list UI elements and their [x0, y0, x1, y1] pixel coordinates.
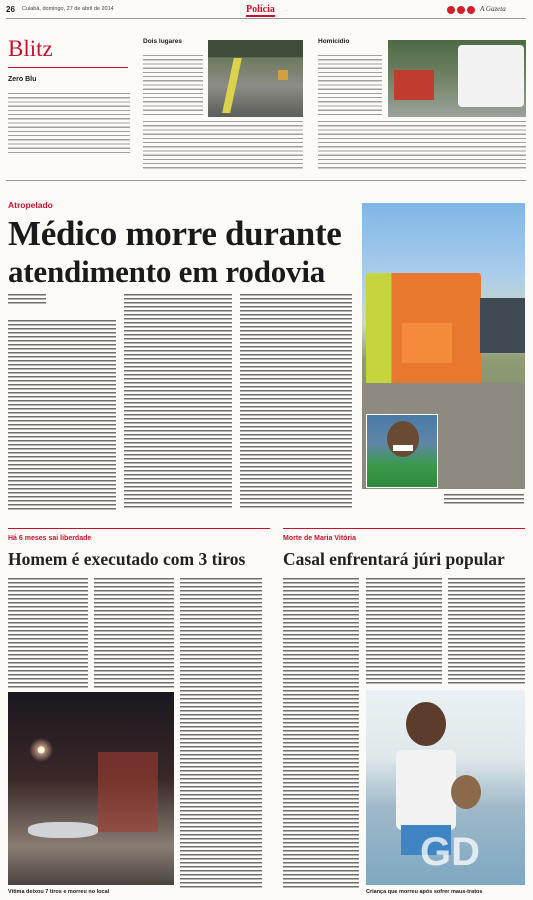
- story2-column-1: [8, 578, 88, 688]
- blitz-subtitle: Zero Blu: [8, 76, 37, 83]
- blitz-mini-title-left: Dois lugares: [143, 38, 183, 45]
- twitter-icon: [457, 6, 465, 14]
- header-date: Cuiabá, domingo, 27 de abril de 2014: [22, 6, 114, 12]
- header-divider: [6, 18, 526, 19]
- blitz-title: Blitz: [8, 36, 53, 61]
- story2-kicker: Há 6 meses sai liberdade: [8, 535, 92, 542]
- blitz-caption-right: [318, 121, 526, 169]
- story2-headline: Homem é executado com 3 tiros: [8, 549, 246, 569]
- main-headline-line2: atendimento em rodovia: [8, 254, 326, 289]
- story3-rule: [283, 528, 525, 529]
- section-divider: [6, 180, 526, 181]
- blitz-mini-text-left: [143, 55, 203, 115]
- story2-column-2: [94, 578, 174, 688]
- blitz-text: [8, 93, 130, 155]
- blitz-mini-title-right: Homicídio: [318, 38, 350, 45]
- byline: [8, 294, 46, 304]
- story3-column-3: [448, 578, 525, 684]
- victim-portrait: [366, 414, 438, 488]
- watermark-logo: GD: [420, 830, 480, 874]
- story3-kicker: Morte de Maria Vitória: [283, 535, 357, 542]
- blitz-mini-text-right: [318, 55, 382, 115]
- portrait-caption: [444, 494, 524, 506]
- main-column-3: [240, 294, 352, 510]
- main-column-2: [124, 294, 232, 510]
- page-number: 26: [6, 5, 15, 14]
- story3-column-2: [366, 578, 442, 684]
- blitz-caption-left: [143, 121, 303, 169]
- crime-scene-photo: [8, 692, 174, 885]
- newspaper-brand: A Gazeta: [480, 5, 506, 13]
- road-photo: [208, 40, 303, 117]
- facebook-icon: [447, 6, 455, 14]
- story2-photo-caption: Vítima deixou 7 tiros e morreu no local: [8, 889, 110, 895]
- story3-column-1: [283, 578, 359, 888]
- story2-column-3: [180, 578, 262, 888]
- instagram-icon: [467, 6, 475, 14]
- ambulance-small-photo: [388, 40, 526, 117]
- main-column-1: [8, 320, 116, 510]
- blitz-divider: [8, 67, 128, 68]
- story2-rule: [8, 528, 270, 529]
- story3-photo-caption: Criança que morreu após sofrer maus-tratos: [366, 889, 483, 895]
- main-headline-line1: Médico morre durante: [8, 214, 342, 253]
- main-kicker: Atropelado: [8, 200, 53, 210]
- section-title: Polícia: [246, 4, 275, 15]
- story3-headline: Casal enfrentará júri popular: [283, 549, 505, 569]
